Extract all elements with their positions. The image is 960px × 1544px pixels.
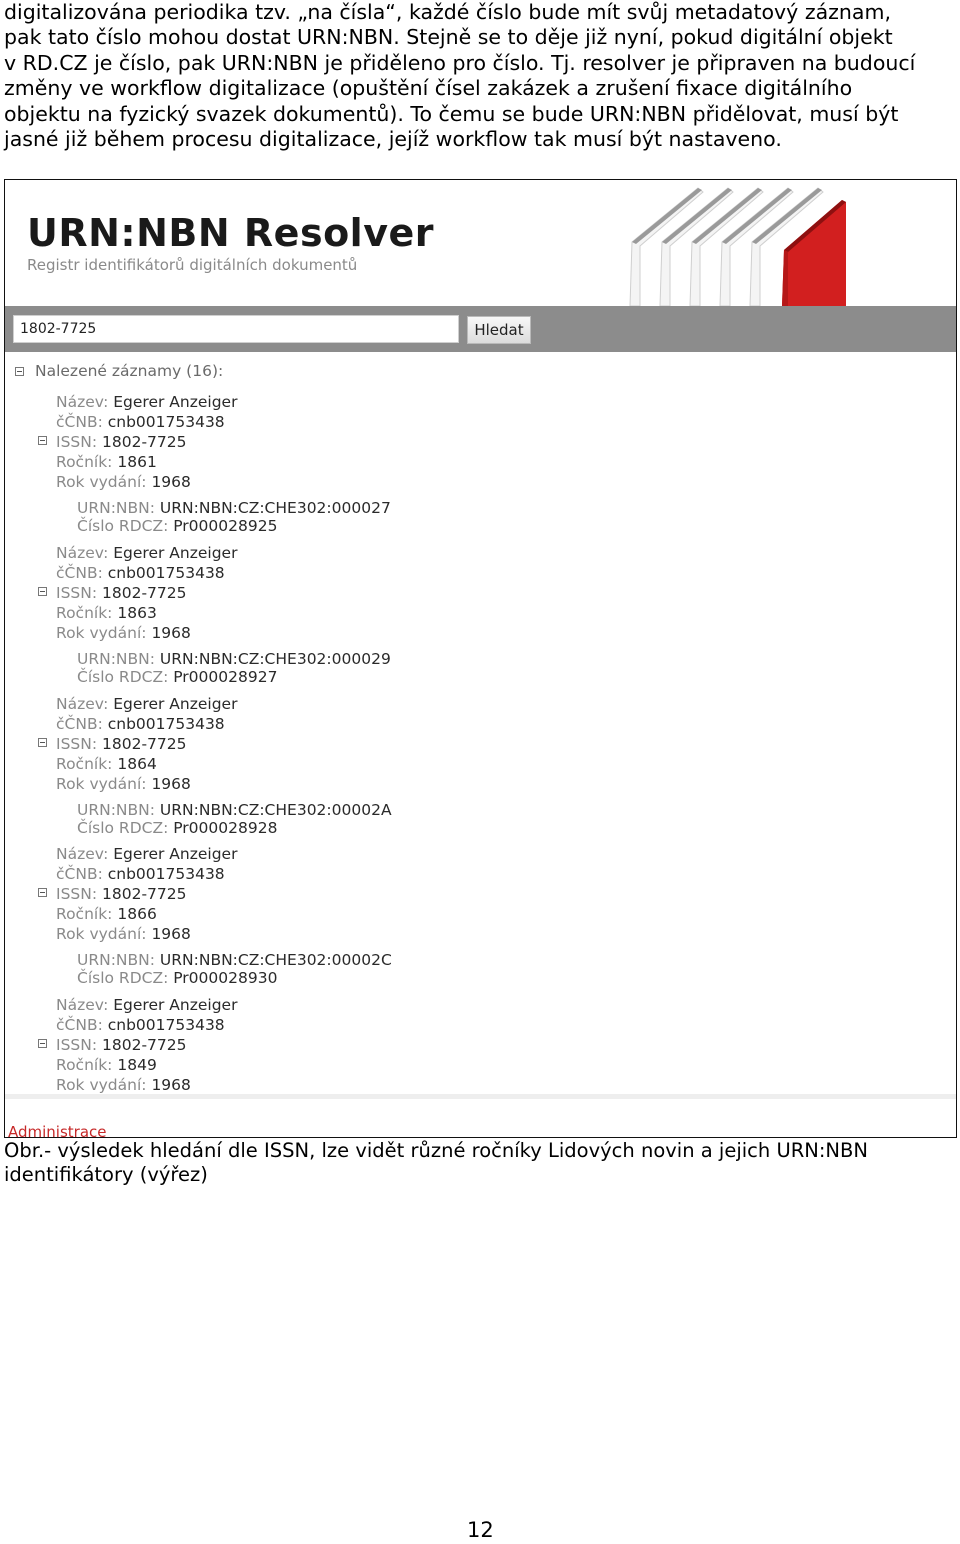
figure-caption xyxy=(4,1139,958,1186)
title-value: Egerer Anzeiger xyxy=(113,695,238,713)
volume-value: 1866 xyxy=(117,905,157,923)
field-label: Název: xyxy=(56,695,109,713)
field-label: ISSN: xyxy=(56,1036,98,1054)
field-label: čČNB: xyxy=(56,1016,103,1034)
field-label: Rok vydání: xyxy=(56,473,147,491)
field-label: Název: xyxy=(56,393,109,411)
field-label: Číslo RDCZ: xyxy=(77,517,169,535)
search-button[interactable]: Hledat xyxy=(467,316,531,344)
urn-value[interactable]: URN:NBN:CZ:CHE302:00002C xyxy=(159,951,392,969)
field-label: ISSN: xyxy=(56,584,98,602)
field-label: Ročník: xyxy=(56,1056,113,1074)
field-label: URN:NBN: xyxy=(77,499,155,517)
year-value: 1968 xyxy=(151,925,191,943)
title-value: Egerer Anzeiger xyxy=(113,393,238,411)
field-label: Ročník: xyxy=(56,905,113,923)
urn-value[interactable]: URN:NBN:CZ:CHE302:000027 xyxy=(159,499,391,517)
field-label: Název: xyxy=(56,544,109,562)
intro-line: změny ve workflow digitalizace (opuštění čísel zakázek a zrušení fixace digitálního xyxy=(4,76,853,101)
field-label: čČNB: xyxy=(56,413,103,431)
field-label: URN:NBN: xyxy=(77,650,155,668)
books-logo-icon xyxy=(570,180,925,306)
page-number: 12 xyxy=(467,1518,494,1542)
intro-line: v RD.CZ je číslo, pak URN:NBN je přiděleno pro číslo. Tj. resolver je připraven na budoucí xyxy=(4,50,916,75)
intro-line: objektu na fyzický svazek dokumentů). To čemu se bude URN:NBN přidělovat, musí být xyxy=(4,101,899,126)
admin-link[interactable]: Administrace xyxy=(8,1123,107,1138)
volume-value: 1864 xyxy=(117,755,157,773)
year-value: 1968 xyxy=(151,1076,191,1094)
field-label: URN:NBN: xyxy=(77,951,155,969)
issn-value: 1802-7725 xyxy=(102,433,187,451)
collapse-record-icon[interactable] xyxy=(38,738,47,747)
caption-line: identifikátory (výřez) xyxy=(4,1162,208,1186)
field-label: ISSN: xyxy=(56,433,98,451)
issn-value: 1802-7725 xyxy=(102,1036,187,1054)
ccnb-value: cnb001753438 xyxy=(107,413,225,431)
field-label: URN:NBN: xyxy=(77,801,155,819)
footer-divider xyxy=(5,1094,956,1099)
volume-value: 1861 xyxy=(117,453,157,471)
issn-value: 1802-7725 xyxy=(102,735,187,753)
collapse-results-icon[interactable] xyxy=(15,367,24,376)
field-label: čČNB: xyxy=(56,865,103,883)
result-record xyxy=(5,392,956,542)
rdcz-value: Pr000028928 xyxy=(173,819,278,837)
field-label: Ročník: xyxy=(56,453,113,471)
ccnb-value: cnb001753438 xyxy=(107,1016,225,1034)
results-panel xyxy=(5,352,956,1097)
field-label: Název: xyxy=(56,996,109,1014)
collapse-record-icon[interactable] xyxy=(38,587,47,596)
rdcz-value: Pr000028930 xyxy=(173,969,278,987)
resolver-title: URN:NBN Resolver xyxy=(27,211,434,255)
year-value: 1968 xyxy=(151,624,191,642)
field-label: Rok vydání: xyxy=(56,1076,147,1094)
collapse-record-icon[interactable] xyxy=(38,436,47,445)
field-label: Číslo RDCZ: xyxy=(77,819,169,837)
collapse-record-icon[interactable] xyxy=(38,888,47,897)
volume-value: 1863 xyxy=(117,604,157,622)
ccnb-value: cnb001753438 xyxy=(107,564,225,582)
intro-paragraph xyxy=(4,0,958,152)
field-label: Rok vydání: xyxy=(56,925,147,943)
result-record xyxy=(5,543,956,693)
intro-line: pak tato číslo mohou dostat URN:NBN. Stejně se to děje již nyní, pokud digitální objekt xyxy=(4,25,893,50)
intro-line: jasné již během procesu digitalizace, jejíž workflow tak musí být nastaveno. xyxy=(4,127,782,152)
urn-value[interactable]: URN:NBN:CZ:CHE302:00002A xyxy=(159,801,392,819)
rdcz-value: Pr000028927 xyxy=(173,668,278,686)
caption-line: Obr.- výsledek hledání dle ISSN, lze vidět různé ročníky Lidových novin a jejich URN:NBN xyxy=(4,1139,868,1162)
year-value: 1968 xyxy=(151,473,191,491)
field-label: Rok vydání: xyxy=(56,624,147,642)
title-value: Egerer Anzeiger xyxy=(113,544,238,562)
title-value: Egerer Anzeiger xyxy=(113,845,238,863)
result-record xyxy=(5,995,956,1138)
urn-value[interactable]: URN:NBN:CZ:CHE302:000029 xyxy=(159,650,391,668)
field-label: čČNB: xyxy=(56,715,103,733)
issn-value: 1802-7725 xyxy=(102,584,187,602)
field-label: Rok vydání: xyxy=(56,775,147,793)
search-bar xyxy=(5,306,956,352)
resolver-subtitle: Registr identifikátorů digitálních dokumentů xyxy=(27,256,358,274)
rdcz-value: Pr000028925 xyxy=(173,517,278,535)
results-header: Nalezené záznamy (16): xyxy=(35,362,224,380)
intro-line: digitalizována periodika tzv. „na čísla“, každé číslo bude mít svůj metadatový záznam, xyxy=(4,0,891,24)
field-label: Číslo RDCZ: xyxy=(77,969,169,987)
field-label: čČNB: xyxy=(56,564,103,582)
result-record xyxy=(5,844,956,994)
field-label: ISSN: xyxy=(56,885,98,903)
result-record xyxy=(5,694,956,844)
year-value: 1968 xyxy=(151,775,191,793)
search-input[interactable] xyxy=(13,315,459,343)
title-value: Egerer Anzeiger xyxy=(113,996,238,1014)
ccnb-value: cnb001753438 xyxy=(107,865,225,883)
field-label: ISSN: xyxy=(56,735,98,753)
resolver-banner xyxy=(5,180,956,306)
volume-value: 1849 xyxy=(117,1056,157,1074)
field-label: Číslo RDCZ: xyxy=(77,668,169,686)
field-label: Ročník: xyxy=(56,755,113,773)
issn-value: 1802-7725 xyxy=(102,885,187,903)
ccnb-value: cnb001753438 xyxy=(107,715,225,733)
resolver-screenshot xyxy=(4,179,957,1138)
field-label: Název: xyxy=(56,845,109,863)
collapse-record-icon[interactable] xyxy=(38,1039,47,1048)
field-label: Ročník: xyxy=(56,604,113,622)
